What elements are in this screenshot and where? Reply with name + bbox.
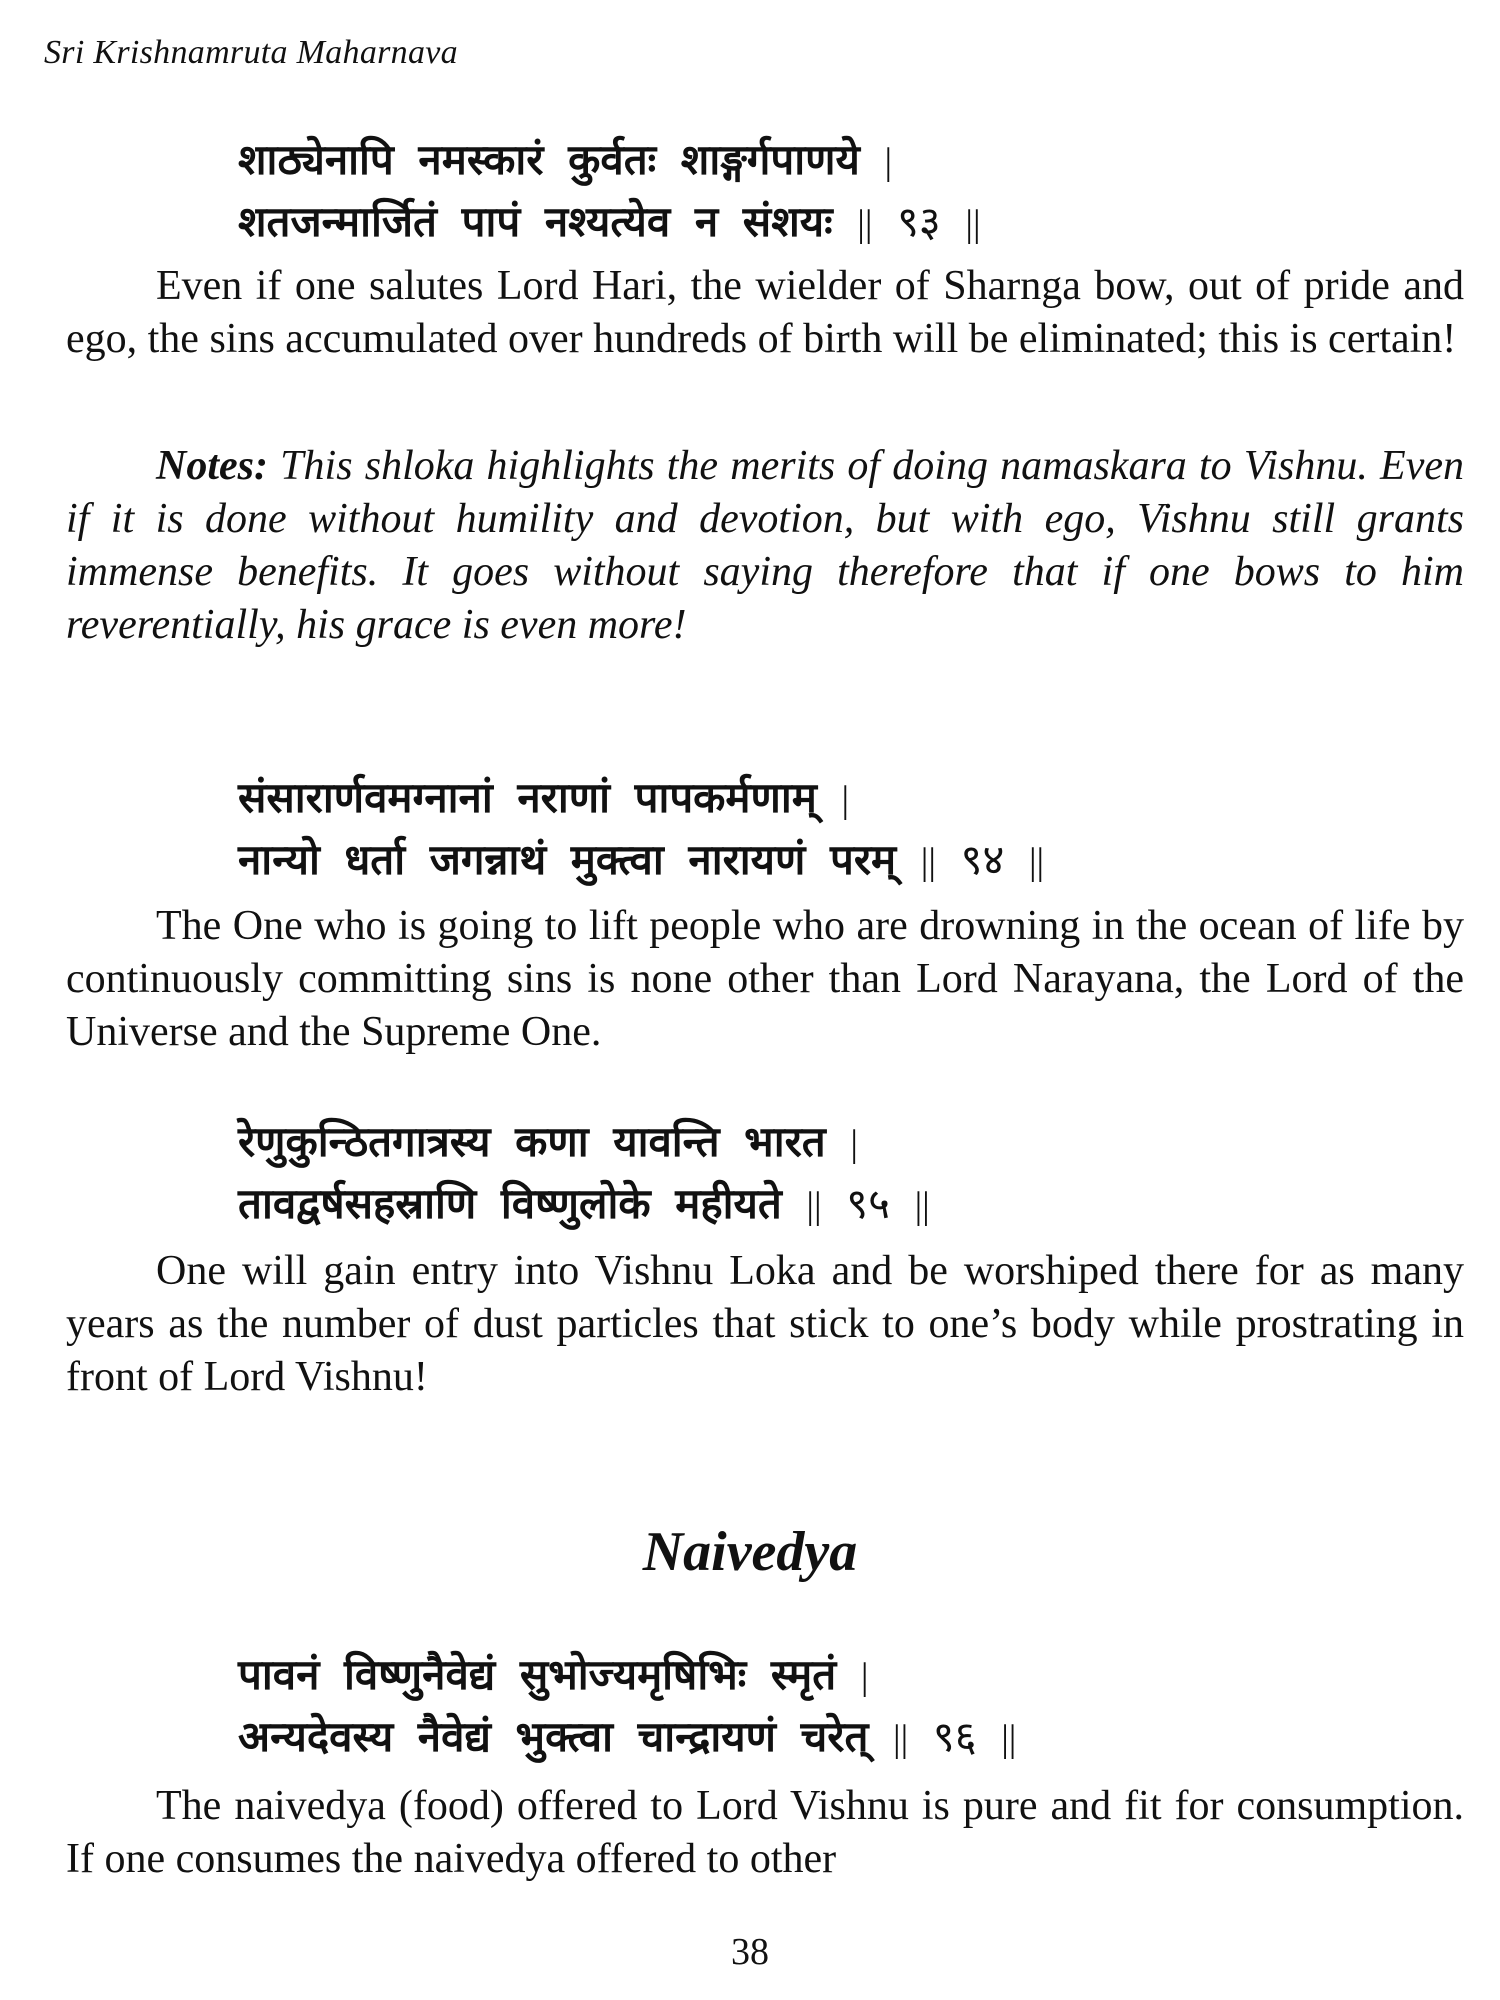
verse-separator: |	[850, 1123, 858, 1165]
verse-separator: |	[884, 141, 893, 183]
verse-separator: ||	[920, 841, 936, 883]
verse-96	[238, 1645, 1016, 1769]
verse-text: पावनं विष्णुनैवेद्यं सुभोज्यमृषिभिः स्मृतं	[238, 1650, 837, 1699]
verse-separator: ||	[965, 203, 981, 245]
verse-line-2	[238, 1174, 930, 1236]
notes-paragraph	[66, 440, 1464, 652]
verse-text: शतजन्मार्जितं पापं नश्यत्येव न संशयः	[238, 197, 833, 246]
verse-text: रेणुकुन्ठितगात्रस्य कणा यावन्ति भारत	[238, 1117, 826, 1166]
verse-separator: ||	[1001, 1718, 1017, 1760]
verse-separator: ||	[857, 203, 873, 245]
section-heading-naivedya: Naivedya	[642, 1521, 858, 1583]
verse-separator: ||	[914, 1185, 930, 1227]
verse-number: ९५	[846, 1179, 890, 1228]
translation-paragraph-96: The naivedya (food) offered to Lord Vishnu is pure and fit for consumption. If one consumes the naivedya offered to other	[66, 1783, 1464, 1882]
verse-text: शाठ्येनापि नमस्कारं कुर्वतः शाङ्गर्गपाणये	[238, 135, 860, 184]
verse-separator: |	[860, 1656, 869, 1698]
translation-paragraph-93: Even if one salutes Lord Hari, the wielder of Sharnga bow, out of pride and ego, the sins accumulated over hundreds of birth will be eliminated; this is certain!	[66, 263, 1464, 362]
verse-94	[238, 768, 1044, 892]
verse-number: ९६	[932, 1712, 977, 1761]
verse-93	[238, 130, 981, 254]
verse-text: संसारार्णवमग्नानां नराणां पापकर्मणाम्	[238, 773, 817, 822]
notes-label: Notes:	[156, 443, 268, 489]
verse-separator: ||	[893, 1718, 909, 1760]
verse-separator: ||	[806, 1185, 822, 1227]
verse-line-2	[238, 1707, 1016, 1769]
verse-line-2	[238, 192, 981, 254]
verse-line-1	[238, 1645, 1016, 1707]
translation-paragraph-95: One will gain entry into Vishnu Loka and be worshiped there for as many years as the number of dust particles that stick to one’s body while prostrating in front of Lord Vishnu!	[66, 1248, 1464, 1400]
verse-line-1	[238, 130, 981, 192]
notes-text: This shloka highlights the merits of doing namaskara to Vishnu. Even if it is done without humility and devotion, but with ego, Vishnu still grants immense benefits. It goes without saying therefore that if one bows to him reverentially, his grace is even more!	[66, 443, 1464, 648]
verse-text: नान्यो धर्ता जगन्नाथं मुक्त्वा नारायणं परम्	[238, 835, 897, 884]
verse-separator: |	[841, 779, 850, 821]
verse-separator: ||	[1028, 841, 1045, 883]
verse-line-1	[238, 1112, 930, 1174]
verse-line-1	[238, 768, 1044, 830]
verse-number: ९४	[960, 835, 1005, 884]
verse-number: ९३	[897, 197, 941, 246]
verse-line-2	[238, 830, 1044, 892]
verse-95	[238, 1112, 930, 1236]
verse-text: अन्यदेवस्य नैवेद्यं भुक्त्वा चान्द्रायणं चरेत्	[238, 1712, 869, 1761]
translation-paragraph-94: The One who is going to lift people who are drowning in the ocean of life by continuously committing sins is none other than Lord Narayana, the Lord of the Universe and the Supreme One.	[66, 903, 1464, 1055]
verse-text: तावद्वर्षसहस्राणि विष्णुलोके महीयते	[238, 1179, 782, 1228]
running-header: Sri Krishnamruta Maharnava	[44, 34, 458, 71]
page-number: 38	[731, 1931, 769, 1973]
